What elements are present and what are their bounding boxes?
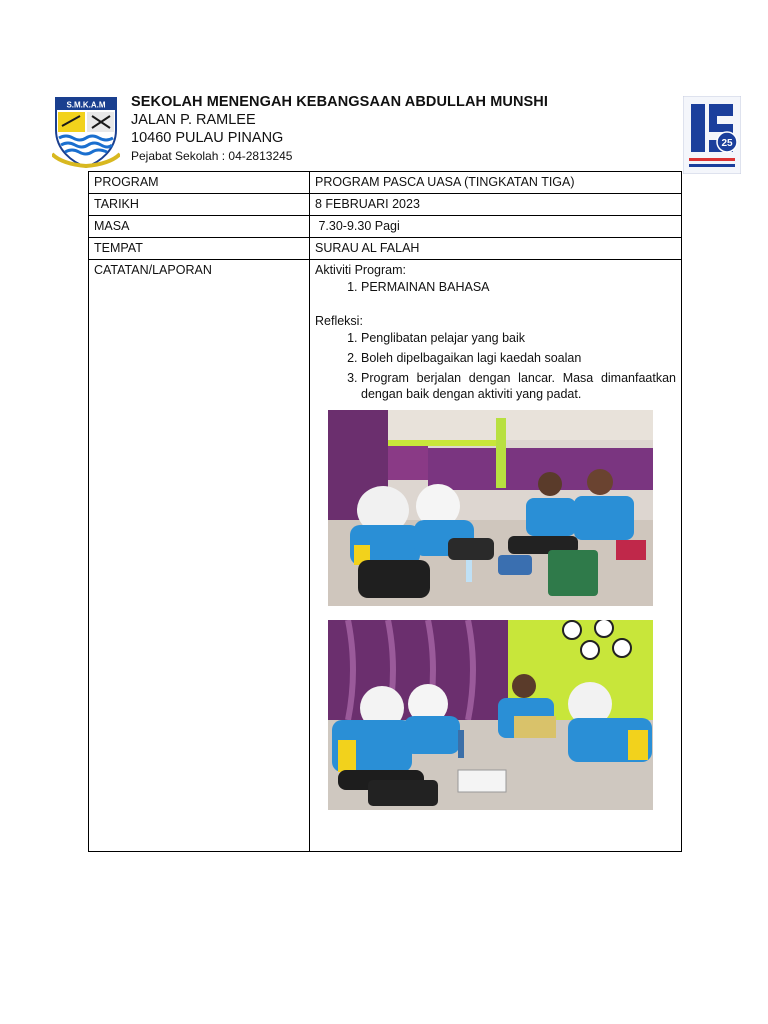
list-item: 2. Boleh dipelbagaikan lagi kaedah soalan bbox=[361, 350, 676, 366]
report-label: CATATAN/LAPORAN bbox=[89, 260, 310, 852]
report-content bbox=[310, 260, 682, 852]
row-label: PROGRAM bbox=[89, 172, 310, 194]
table-row bbox=[89, 260, 682, 852]
row-label: TARIKH bbox=[89, 194, 310, 216]
reflection-title: Refleksi: bbox=[315, 314, 363, 328]
activity-photo-1 bbox=[328, 410, 653, 606]
report-table bbox=[88, 171, 682, 852]
row-value: 8 FEBRUARI 2023 bbox=[310, 194, 682, 216]
table-row bbox=[89, 238, 682, 260]
row-value: 7.30-9.30 Pagi bbox=[310, 216, 682, 238]
svg-text:25: 25 bbox=[721, 138, 733, 149]
table-row bbox=[89, 194, 682, 216]
activity-title: Aktiviti Program: bbox=[315, 263, 406, 277]
activity-photo-2 bbox=[328, 620, 653, 810]
school-phone: Pejabat Sekolah : 04-2813245 bbox=[131, 149, 293, 163]
reflection-list bbox=[315, 330, 676, 402]
address-line-1: JALAN P. RAMLEE bbox=[131, 112, 256, 128]
list-item: 3. Program berjalan dengan lancar. Masa dimanfaatkan dengan baik dengan aktiviti yang padat. bbox=[361, 370, 676, 402]
row-value: SURAU AL FALAH bbox=[310, 238, 682, 260]
activity-list bbox=[315, 279, 676, 295]
list-item: 1. PERMAINAN BAHASA bbox=[361, 279, 676, 295]
school-crest-icon bbox=[52, 92, 120, 168]
crest-lettering: S.M.K.A.M bbox=[66, 100, 106, 110]
school-name: SEKOLAH MENENGAH KEBANGSAAN ABDULLAH MUNSHI bbox=[131, 94, 549, 110]
table-row bbox=[89, 216, 682, 238]
row-label: MASA bbox=[89, 216, 310, 238]
table-row bbox=[89, 172, 682, 194]
row-value: PROGRAM PASCA UASA (TINGKATAN TIGA) bbox=[310, 172, 682, 194]
row-label: TEMPAT bbox=[89, 238, 310, 260]
anniversary-25-logo-icon bbox=[683, 96, 741, 174]
list-item: 1. Penglibatan pelajar yang baik bbox=[361, 330, 676, 346]
school-header bbox=[131, 93, 548, 164]
address-line-2: 10460 PULAU PINANG bbox=[131, 130, 284, 146]
